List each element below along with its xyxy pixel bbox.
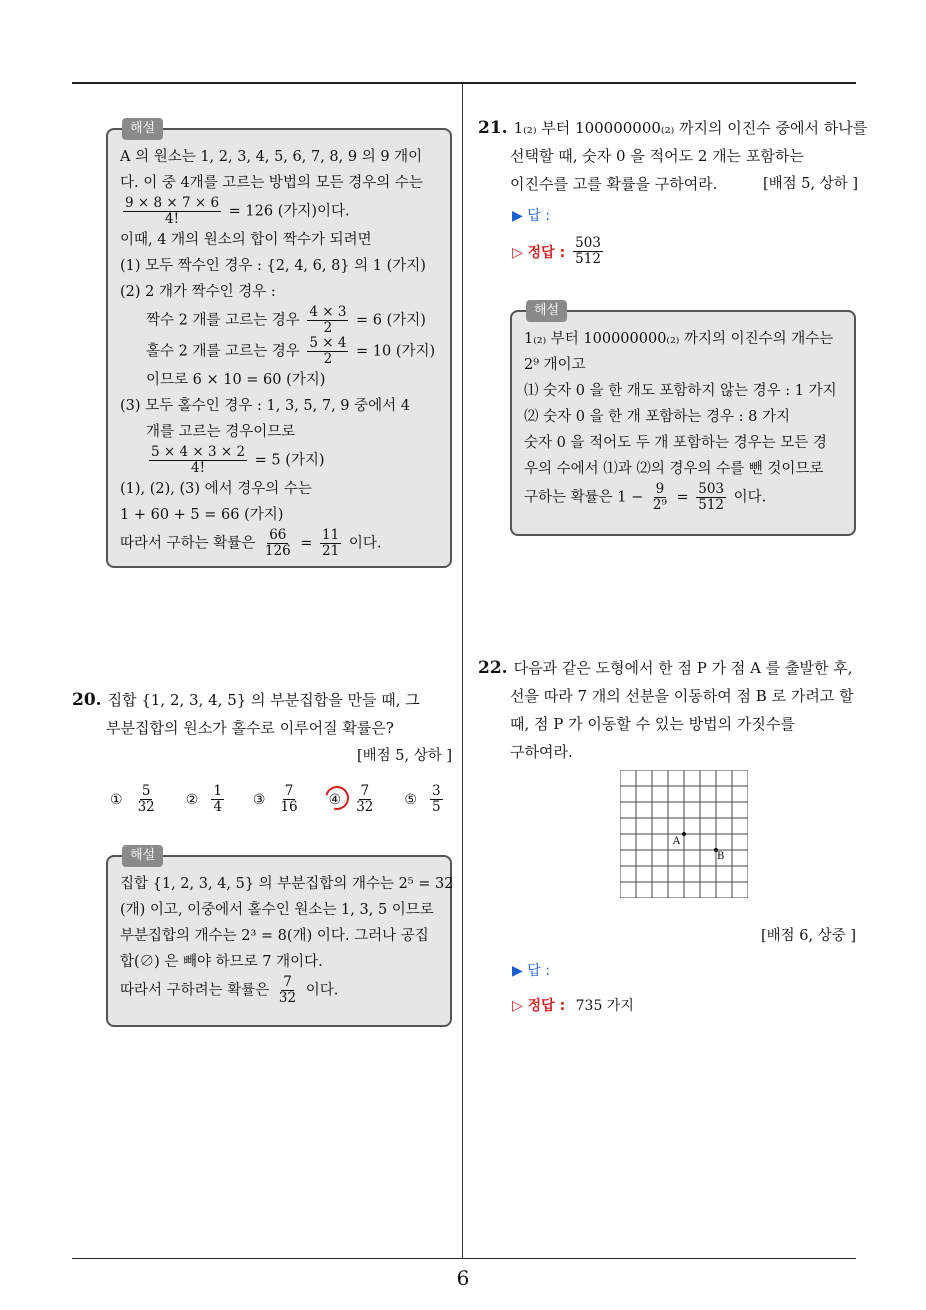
choice-1[interactable]: ① $\frac{5}{32}$ [110, 783, 155, 815]
choice-5[interactable]: ⑤ $\frac{3}{5}$ [404, 783, 441, 815]
solution-line: 합(∅) 은 빼야 하므로 7 개이다. [120, 954, 323, 970]
question-text: 구하여라. [510, 743, 573, 761]
solution-line: 우의 수에서 ⑴과 ⑵의 경우의 수를 뺀 것이므로 [524, 461, 824, 477]
selected-circle-icon [320, 782, 353, 815]
question-20 [72, 686, 452, 770]
question-text: 선택할 때, 숫자 0 을 적어도 2 개는 포함하는 [510, 147, 804, 165]
choice-2[interactable]: ② $\frac{1}{4}$ [185, 783, 222, 815]
point-a-label: A [673, 836, 681, 847]
page-number: 6 [456, 1266, 470, 1290]
score-label: [배점 6, 상중 ] [760, 928, 856, 944]
solution-line: 따라서 구하는 확률은 $\frac{66}{126}$ = $\frac{11}{21}$ 이다. [120, 527, 382, 559]
fraction: $\frac{11}{21}$ [322, 527, 340, 559]
solution-line: 1 + 60 + 5 = 66 (가지) [120, 507, 284, 523]
fraction: $\frac{7}{32}$ [278, 974, 297, 1006]
solution-line: $\frac{5 \times 4 \times 3 \times 2}{4!}$ = 5 (가지) [151, 444, 325, 476]
solution-line: $\frac{9 \times 8 \times 7 \times 6}{4!}$ = 126 (가지)이다. [125, 195, 350, 227]
solution-line: 숫자 0 을 적어도 두 개 포함하는 경우는 모든 경 [524, 435, 827, 451]
answer-field[interactable]: ▶ 답 : [512, 208, 550, 224]
solution-line: 구하는 확률은 1 − $\frac{9}{\text{2⁹}}$ = $\frac{503}{512}$ 이다. [524, 481, 767, 513]
solution-line: 개를 고르는 경우이므로 [146, 424, 296, 440]
solution-line: 집합 {1, 2, 3, 4, 5} 의 부분집합의 개수는 2⁵ = 32 [120, 876, 454, 892]
question-number: 21. [478, 118, 508, 138]
question-22 [478, 654, 858, 766]
fraction: $\frac{5 \times 4 \times 3 \times 2}{4!}$ [151, 444, 246, 476]
solution-line: 이때, 4 개의 원소의 합이 짝수가 되려면 [120, 232, 372, 248]
solution-line: ⑵ 숫자 0 을 한 개 포함하는 경우 : 8 가지 [524, 409, 791, 425]
solution-line: (개) 이고, 이중에서 홀수인 원소는 1, 3, 5 이므로 [120, 902, 434, 918]
column-divider [462, 84, 463, 1258]
score-label: [배점 5, 상하 ] [762, 176, 858, 192]
solution-line: 홀수 2 개를 고르는 경우 $\frac{5 \times 4}{2}$ = 10 (가지) [146, 335, 436, 367]
solution-line: 따라서 구하려는 확률은 $\frac{7}{32}$ 이다. [120, 974, 339, 1006]
fraction: $\frac{9}{\text{2⁹}}$ [652, 481, 667, 513]
solution-tag: 해설 [526, 300, 567, 322]
question-text: 부분집합의 원소가 홀수로 이루어질 확률은? [106, 719, 394, 737]
point-b-label: B [717, 851, 725, 862]
fraction: $\frac{5 \times 4}{2}$ [309, 335, 347, 367]
fraction: $\frac{503}{512}$ [698, 481, 725, 513]
score-label: [배점 5, 상하 ] [356, 748, 452, 764]
solution-line: (2) 2 개가 짝수인 경우 : [120, 284, 276, 300]
question-number: 22. [478, 658, 508, 678]
choice-4-selected[interactable]: ④ $\frac{7}{32}$ [329, 784, 379, 815]
fraction: $\frac{66}{126}$ [264, 527, 291, 559]
answer-choices [110, 784, 472, 815]
question-text: 1₍₂₎ 부터 100000000₍₂₎ 까지의 이진수 중에서 하나를 [513, 119, 868, 137]
solution-line: 이므로 6 × 10 = 60 (가지) [146, 372, 326, 388]
answer-field[interactable]: ▶ 답 : [512, 963, 550, 979]
question-number: 20. [72, 690, 102, 710]
q20-solution-box [106, 848, 454, 1027]
fraction: $\frac{4 \times 3}{2}$ [309, 304, 347, 336]
correct-answer: ▷ 정답 : $\frac{503}{512}$ [512, 235, 601, 267]
solution-line: (1), (2), (3) 에서 경우의 수는 [120, 481, 312, 497]
question-text: 다음과 같은 도형에서 한 점 P 가 점 A 를 출발한 후, [513, 659, 853, 677]
solution-line: 다. 이 중 4개를 고르는 방법의 모든 경우의 수는 [120, 175, 423, 191]
solution-line: (1) 모두 짝수인 경우 : {2, 4, 6, 8} 의 1 (가지) [120, 258, 426, 274]
question-text: 이진수를 고를 확률을 구하여라. [510, 175, 718, 193]
solution-line: 2⁹ 개이고 [524, 357, 586, 373]
footer-rule [72, 1258, 856, 1259]
choice-3[interactable]: ③ $\frac{7}{16}$ [252, 783, 298, 815]
point-a-dot [682, 832, 686, 836]
grid-figure [620, 770, 748, 898]
solution-tag: 해설 [122, 118, 163, 140]
solution-line: 부분집합의 개수는 2³ = 8(개) 이다. 그러나 공집 [120, 928, 429, 944]
question-21 [478, 114, 868, 198]
solution-line: 1₍₂₎ 부터 100000000₍₂₎ 까지의 이진수의 개수는 [524, 331, 834, 347]
question-text: 집합 {1, 2, 3, 4, 5} 의 부분집합을 만들 때, 그 [107, 691, 420, 709]
solution-line: ⑴ 숫자 0 을 한 개도 포함하지 않는 경우 : 1 가지 [524, 383, 837, 399]
question-text: 때, 점 P 가 이동할 수 있는 방법의 가짓수를 [510, 715, 795, 733]
q19-solution-box [106, 121, 452, 568]
q21-solution-box [510, 303, 856, 536]
solution-tag: 해설 [122, 845, 163, 867]
solution-line: A 의 원소는 1, 2, 3, 4, 5, 6, 7, 8, 9 의 9 개이 [120, 149, 423, 165]
header-rule [72, 82, 856, 84]
fraction: $\frac{9 \times 8 \times 7 \times 6}{4!}$ [125, 195, 220, 227]
correct-answer: ▷ 정답 : 735 가지 [512, 998, 634, 1014]
question-text: 선을 따라 7 개의 선분을 이동하여 점 B 로 가려고 할 [510, 687, 854, 705]
solution-line: 짝수 2 개를 고르는 경우 $\frac{4 \times 3}{2}$ = 6 (가지) [146, 304, 426, 336]
solution-line: (3) 모두 홀수인 경우 : 1, 3, 5, 7, 9 중에서 4 [120, 398, 410, 414]
